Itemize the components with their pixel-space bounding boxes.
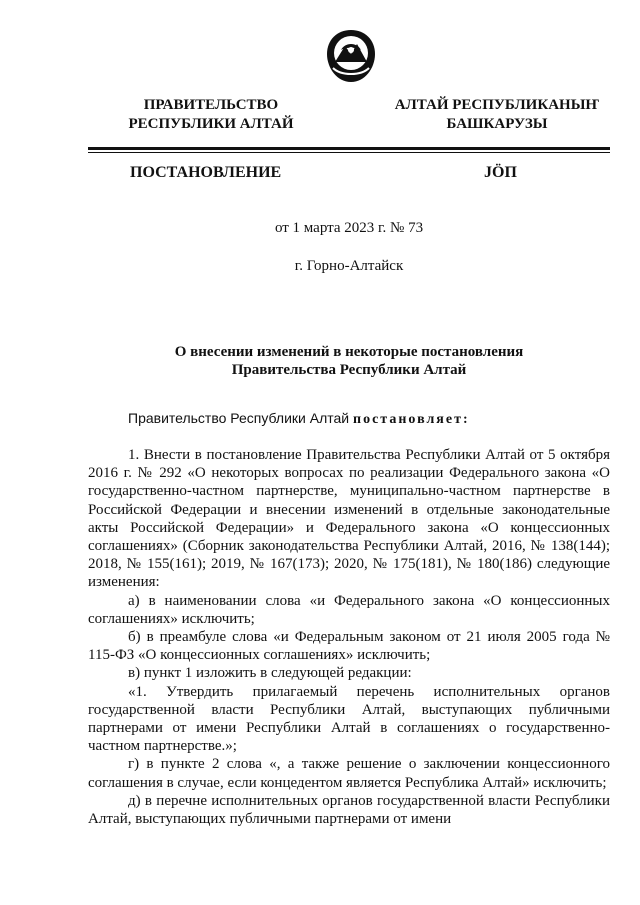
doc-type-altai: JӦП: [484, 164, 517, 181]
intro-sentence: [128, 410, 470, 428]
document-body: [88, 446, 610, 828]
date-number: от 1 марта 2023 г. № 73: [274, 220, 424, 236]
header-right-line2: БАШКАРУЗЫ: [446, 116, 548, 132]
header-left: [86, 96, 336, 134]
city: г. Горно-Алтайск: [294, 258, 404, 274]
paragraph-quote: «1. Утвердить прилагаемый перечень исполнительных органов государственной власти Республики Алтай, выступающих публичными партнерами от имени Республики Алтай в соглашениях о государственно-частном партнерстве.»;: [88, 683, 610, 755]
doc-type-russian: ПОСТАНОВЛЕНИЕ: [130, 164, 282, 181]
intro-emphasis: постановляет:: [353, 412, 470, 427]
paragraph-b: б) в преамбуле слова «и Федеральным законом от 21 июля 2005 года № 115-ФЗ «О концессионных соглашениях» исключить;: [88, 629, 610, 664]
paragraph-a: а) в наименовании слова «и Федерального закона «О концессионных соглашениях» исключить;: [88, 592, 610, 627]
intro-text: Правительство Республики Алтай: [128, 410, 354, 426]
header-divider-thick: [88, 147, 610, 150]
header-divider-thin: [88, 152, 610, 153]
header-right-line1: АЛТАЙ РЕСПУБЛИКАНЫҤ: [394, 97, 600, 113]
header-right: [372, 96, 622, 134]
coat-of-arms-icon: [325, 28, 377, 84]
paragraph-v: в) пункт 1 изложить в следующей редакции:: [128, 665, 412, 682]
header-left-line2: РЕСПУБЛИКИ АЛТАЙ: [128, 116, 294, 132]
paragraph-d: д) в перечне исполнительных органов государственной власти Республики Алтай, выступающих публичными партнерами от имени: [88, 792, 610, 828]
header-left-line1: ПРАВИТЕЛЬСТВО: [143, 97, 279, 113]
subject-line2: Правительства Республики Алтай: [231, 362, 467, 378]
paragraph-g: г) в пункте 2 слова «, а также решение о заключении концессионного соглашения в случае, если концедентом является Республика Алтай» исключить;: [88, 756, 610, 791]
paragraph-1: 1. Внести в постановление Правительства Республики Алтай от 5 октября 2016 г. № 292 «О некоторых вопросах по реализации Федерального закона «О государственно-частном партнерстве, муниципально-частном партнерстве в Российской Федерации и внесении изменений в отдельные законодательные акты Российской Федерации» и Федерального закона «О концессионных соглашениях» (Сборник законодательства Республики Алтай, 2016, № 138(144); 2018, № 155(161); 2019, № 167(173); 2020, № 175(181), № 180(186) следующие изменения:: [88, 447, 610, 591]
document-subject: [88, 343, 610, 379]
subject-line1: О внесении изменений в некоторые постановления: [174, 344, 524, 360]
